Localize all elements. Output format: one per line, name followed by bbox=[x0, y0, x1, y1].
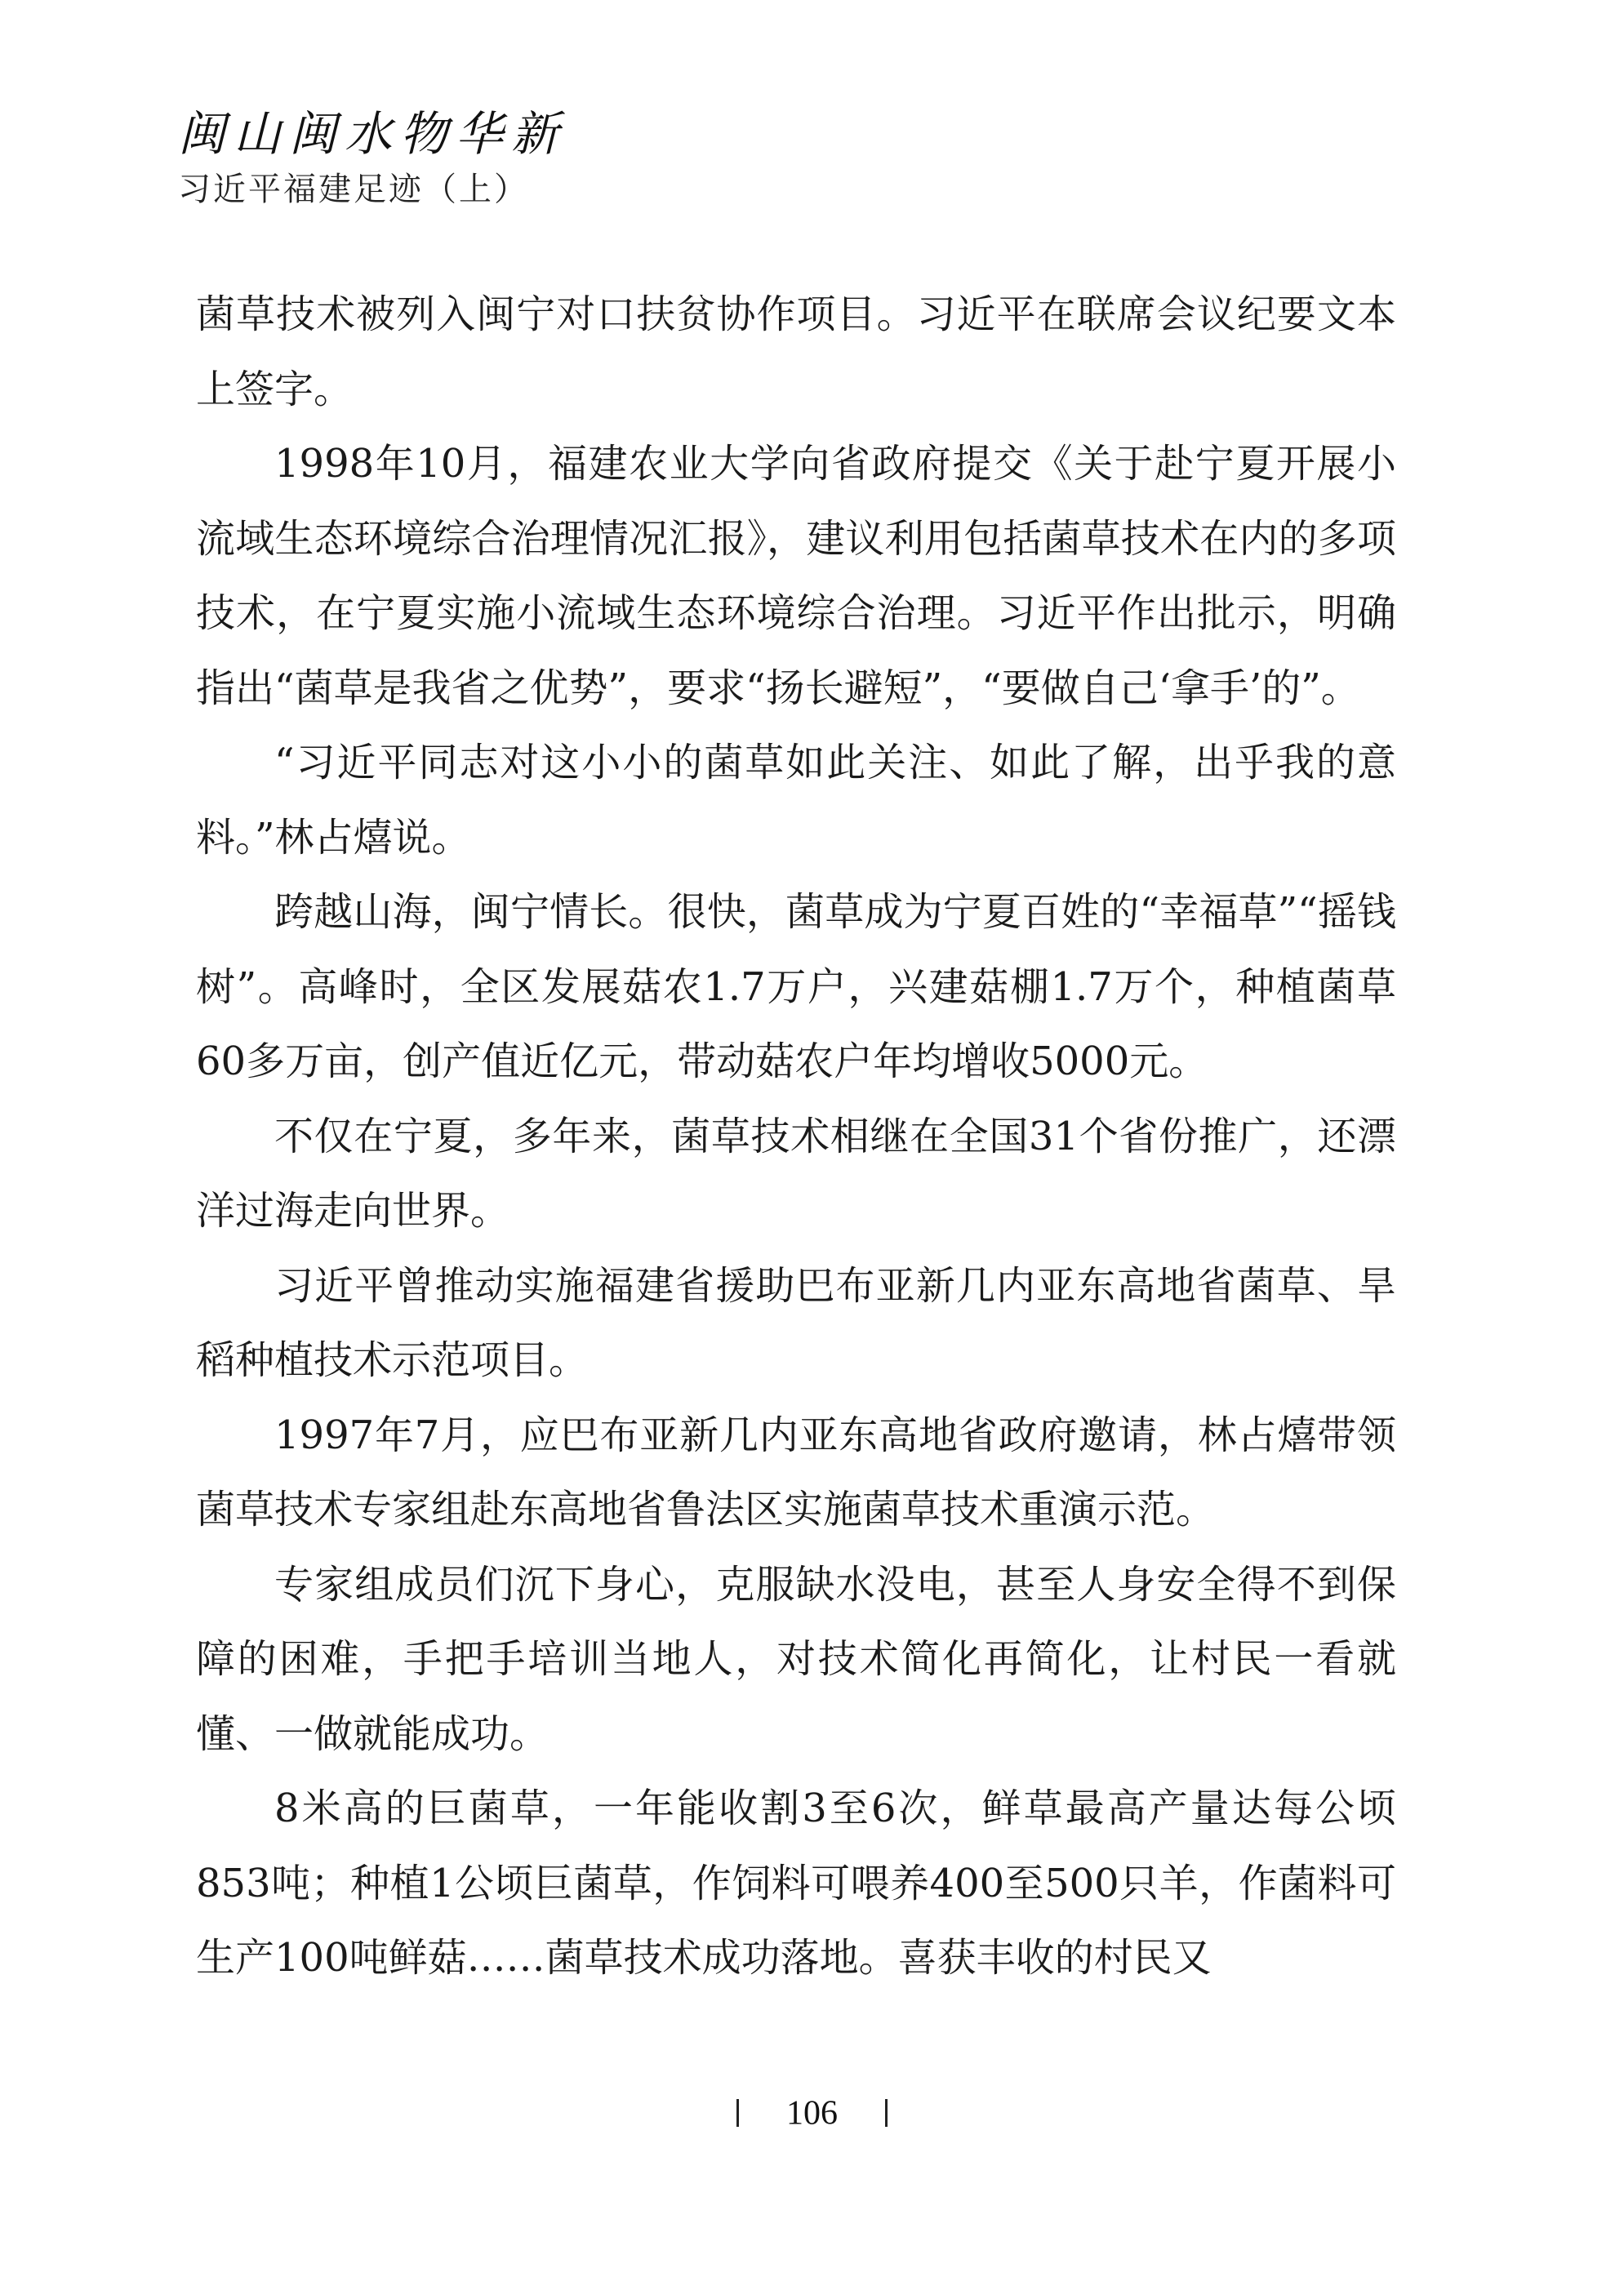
paragraph: 菌草技术被列入闽宁对口扶贫协作项目。习近平在联席会议纪要文本上签字。 bbox=[196, 291, 1396, 412]
paragraph: 不仅在宁夏，多年来，菌草技术相继在全国31个省份推广，还漂洋过海走向世界。 bbox=[196, 1113, 1396, 1234]
book-subtitle: 习近平福建足迹（上） bbox=[178, 171, 529, 208]
paragraph: 跨越山海，闽宁情长。很快，菌草成为宁夏百姓的“幸福草”“摇钱树”。高峰时，全区发展菇农1.7万户，兴建菇棚1.7万个，种植菌草60多万亩，创产值近亿元，带动菇农户年均增收5000元。 bbox=[196, 889, 1396, 1084]
series-title: 闽山闽水物华新 bbox=[178, 106, 567, 162]
paragraph: 习近平曾推动实施福建省援助巴布亚新几内亚东高地省菌草、旱稻种植技术示范项目。 bbox=[196, 1262, 1396, 1383]
running-header bbox=[178, 105, 750, 212]
paragraph: 8米高的巨菌草，一年能收割3至6次，鲜草最高产量达每公顷853吨；种植1公顷巨菌草，作饲料可喂养400至500只羊，作菌料可生产100吨鲜菇……菌草技术成功落地。喜获丰收的村民又 bbox=[196, 1786, 1396, 1981]
paragraph: 1998年10月，福建农业大学向省政府提交《关于赴宁夏开展小流域生态环境综合治理情况汇报》，建议利用包括菌草技术在内的多项技术，在宁夏实施小流域生态环境综合治理。习近平作出批示，明确指出“菌草是我省之优势”，要求“扬长避短”，“要做自己‘拿手’的”。 bbox=[196, 441, 1396, 711]
page-number: 106 bbox=[786, 2094, 838, 2133]
footer-right-bar bbox=[885, 2099, 888, 2127]
paragraph: “习近平同志对这小小的菌草如此关注、如此了解，出乎我的意料。”林占熺说。 bbox=[196, 740, 1396, 861]
paragraph: 专家组成员们沉下身心，克服缺水没电，甚至人身安全得不到保障的困难，手把手培训当地人，对技术简化再简化，让村民一看就懂、一做就能成功。 bbox=[196, 1561, 1396, 1757]
paragraph: 1997年7月，应巴布亚新几内亚东高地省政府邀请，林占熺带领菌草技术专家组赴东高地省鲁法区实施菌草技术重演示范。 bbox=[196, 1412, 1396, 1532]
footer-left-bar bbox=[736, 2099, 739, 2127]
body-text bbox=[196, 278, 1396, 1996]
page-footer bbox=[0, 2086, 1624, 2137]
